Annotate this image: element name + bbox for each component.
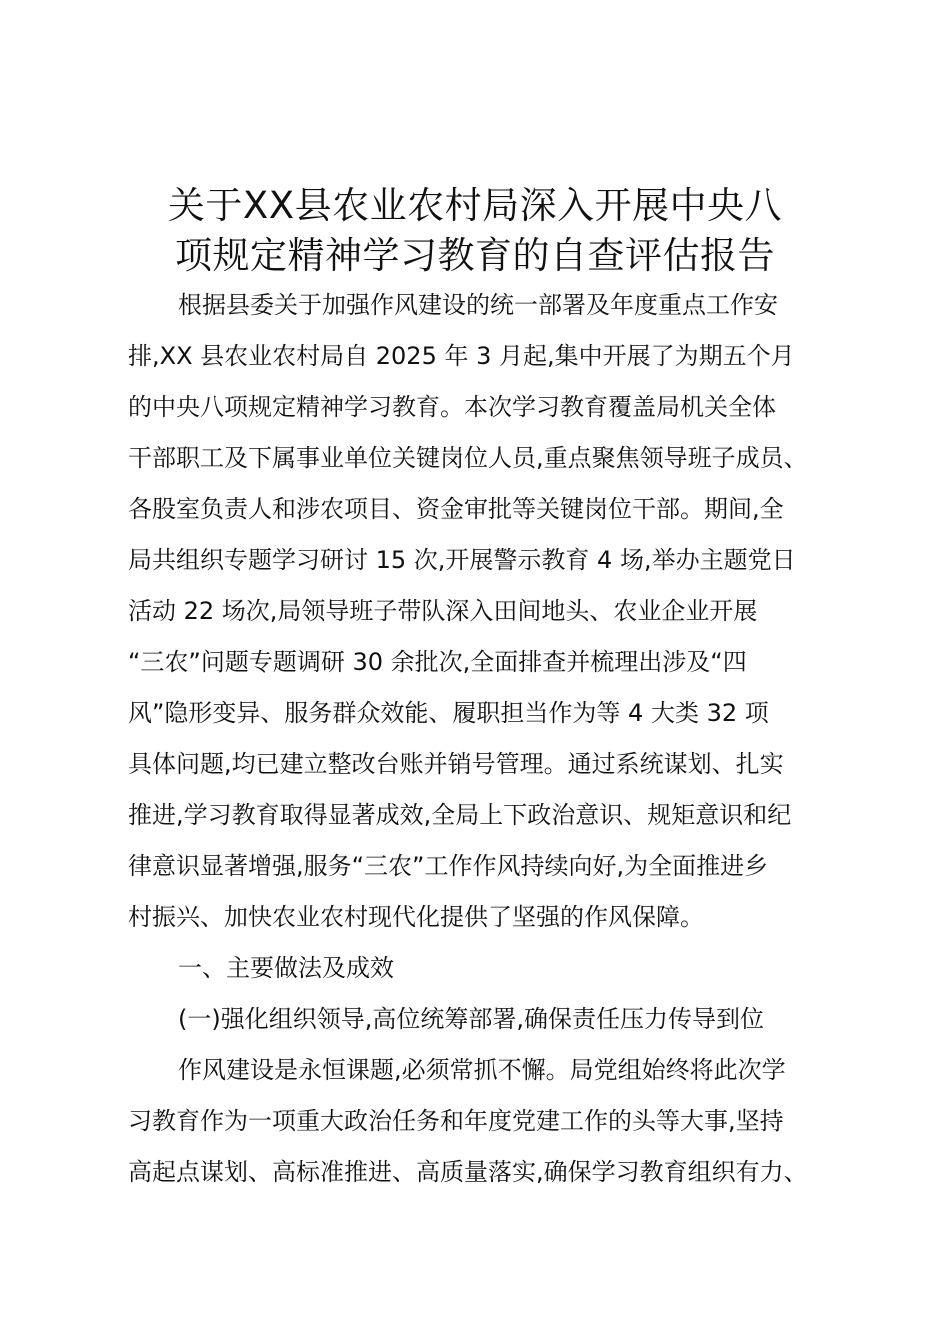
paragraph-2-line-3: 高起点谋划、高标准推进、高质量落实,确保学习教育组织有力、	[128, 1158, 808, 1186]
section-heading-1: 一、主要做法及成效	[178, 954, 394, 982]
paragraph-2-line-1: 作风建设是永恒课题,必须常抓不懈。局党组始终将此次学	[178, 1056, 786, 1084]
paragraph-1-line-13: 村振兴、加快农业农村现代化提供了坚强的作风保障。	[128, 903, 704, 931]
paragraph-1-line-7: 活动 22 场次,局领导班子带队深入田间地头、农业企业开展	[128, 597, 758, 625]
title-line-2: 项规定精神学习教育的自查评估报告	[175, 234, 775, 277]
paragraph-1-line-4: 干部职工及下属事业单位关键岗位人员,重点聚焦领导班子成员、	[128, 444, 808, 472]
paragraph-1-line-1: 根据县委关于加强作风建设的统一部署及年度重点工作安	[178, 291, 778, 319]
paragraph-2-line-2: 习教育作为一项重大政治任务和年度党建工作的头等大事,坚持	[128, 1107, 784, 1135]
document-title	[118, 181, 832, 281]
paragraph-1-line-10: 具体问题,均已建立整改台账并销号管理。通过系统谋划、扎实	[128, 750, 784, 778]
paragraph-1-line-9: 风”隐形变异、服务群众效能、履职担当作为等 4 大类 32 项	[128, 699, 769, 727]
paragraph-1-line-2: 排,XX 县农业农村局自 2025 年 3 月起,集中开展了为期五个月	[128, 342, 795, 370]
title-line-1: 关于XX县农业农村局深入开展中央八	[167, 184, 783, 227]
paragraph-1-line-5: 各股室负责人和涉农项目、资金审批等关键岗位干部。期间,全	[128, 495, 784, 523]
paragraph-1-line-11: 推进,学习教育取得显著成效,全局上下政治意识、规矩意识和纪	[128, 801, 792, 829]
paragraph-1-line-6: 局共组织专题学习研讨 15 次,开展警示教育 4 场,举办主题党日	[128, 546, 796, 574]
paragraph-1-line-8: “三农”问题专题调研 30 余批次,全面排查并梳理出涉及“四	[128, 648, 747, 676]
subsection-heading-1: (一)强化组织领导,高位统筹部署,确保责任压力传导到位	[178, 1005, 764, 1033]
paragraph-1-line-3: 的中央八项规定精神学习教育。本次学习教育覆盖局机关全体	[128, 393, 776, 421]
paragraph-1-line-12: 律意识显著增强,服务“三农”工作作风持续向好,为全面推进乡	[128, 852, 769, 880]
